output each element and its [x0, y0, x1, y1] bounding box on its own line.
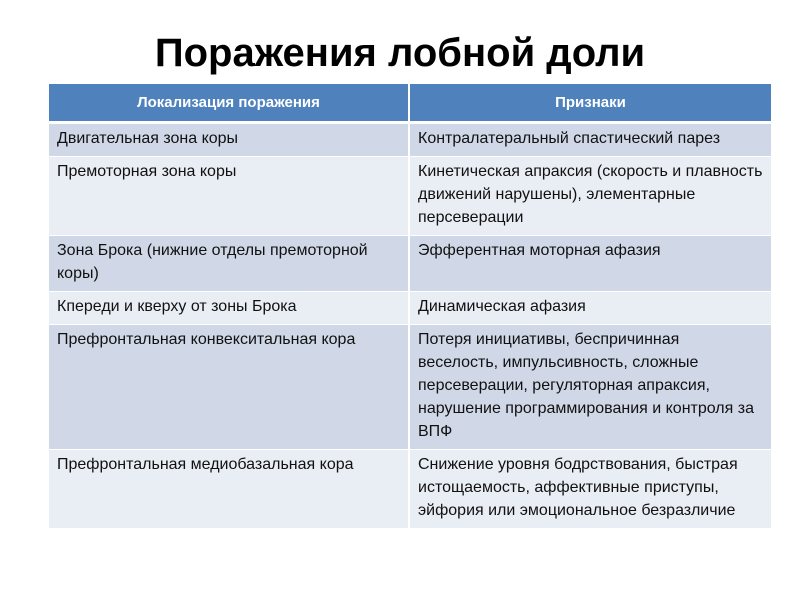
lesions-table [49, 84, 771, 529]
table-row [49, 157, 771, 236]
table-row [49, 325, 771, 450]
cell-signs: Динамическая афазия [408, 292, 771, 325]
cell-localization: Кпереди и кверху от зоны Брока [49, 292, 408, 325]
table-row [49, 292, 771, 325]
table-row [49, 124, 771, 157]
cell-signs: Эфферентная моторная афазия [408, 236, 771, 292]
cell-signs: Контралатеральный спастический парез [408, 124, 771, 157]
cell-localization: Премоторная зона коры [49, 157, 408, 236]
table-row [49, 450, 771, 529]
cell-signs: Кинетическая апраксия (скорость и плавность движений нарушены), элементарные персеверации [408, 157, 771, 236]
cell-signs: Снижение уровня бодрствования, быстрая истощаемость, аффективные приступы, эйфория или эмоциональное безразличие [408, 450, 771, 529]
cell-localization: Зона Брока (нижние отделы премоторной коры) [49, 236, 408, 292]
slide-title: Поражения лобной доли [154, 31, 646, 75]
cell-localization: Префронтальная медиобазальная кора [49, 450, 408, 529]
cell-localization: Двигательная зона коры [49, 124, 408, 157]
cell-localization: Префронтальная конвекситальная кора [49, 325, 408, 450]
header-localization: Локализация поражения [49, 84, 408, 124]
table-row [49, 236, 771, 292]
header-signs: Признаки [408, 84, 771, 124]
table-header-row [49, 84, 771, 124]
cell-signs: Потеря инициативы, беспричинная веселость, импульсивность, сложные персеверации, регуляторная апраксия, нарушение программирования и контроля за ВПФ [408, 325, 771, 450]
